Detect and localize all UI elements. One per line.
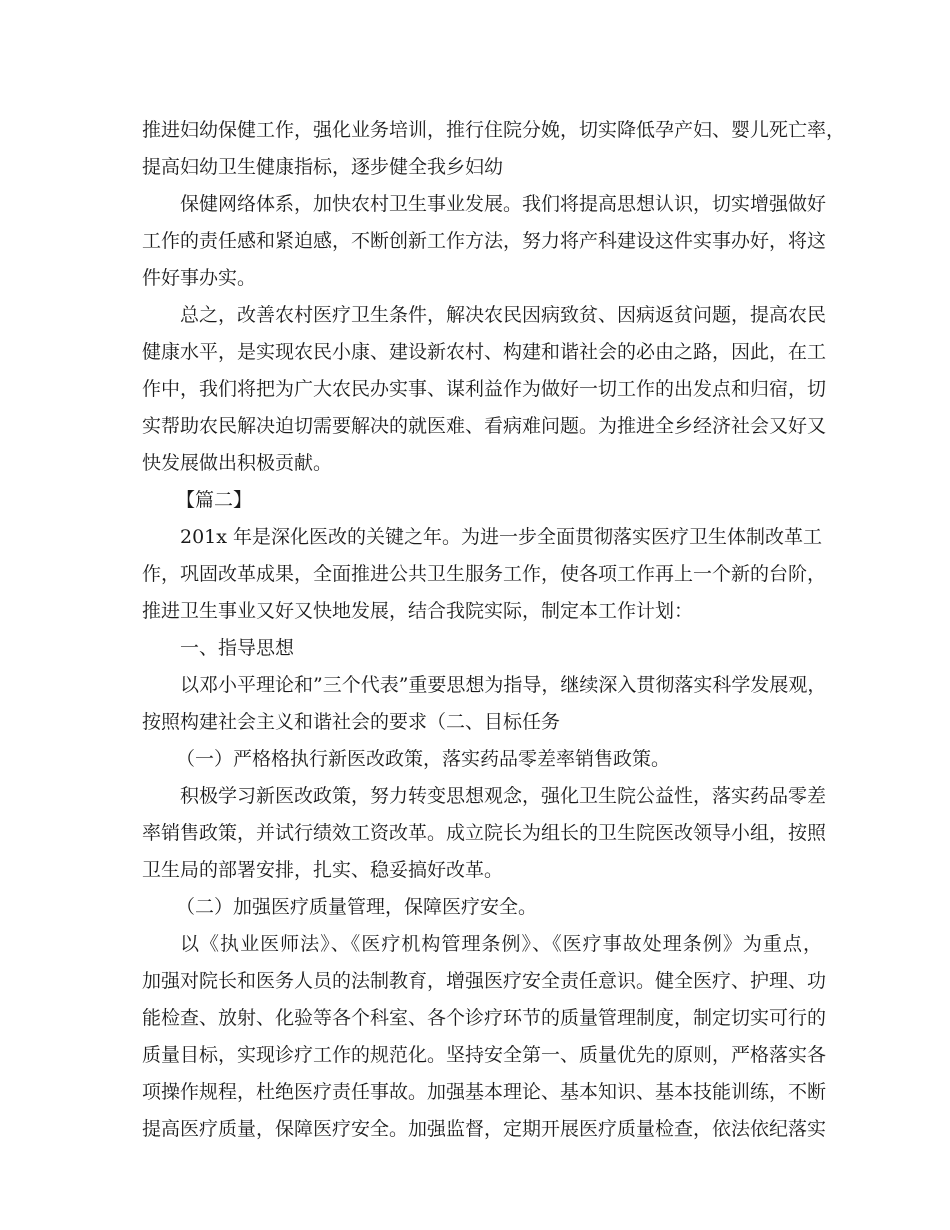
section-heading: 一、指导思想 [180,637,295,659]
text-line: 能检查、放射、化验等各个科室、各个诊疗环节的质量管理制度，制定切实可行的 [142,1007,827,1029]
text-line: 件好事办实。 [142,267,257,289]
text-line: 卫生局的部署安排，扎实、稳妥搞好改革。 [142,859,504,881]
text-line: 以邓小平理论和”三个代表”重要思想为指导，继续深入贯彻落实科学发展观， [180,674,827,696]
text-line: 工作的责任感和紧迫感，不断创新工作方法，努力将产科建设这件实事办好，将这 [142,230,827,252]
text-line: 积极学习新医改政策，努力转变思想观念，强化卫生院公益性，落实药品零差 [180,785,827,807]
text-line: 201x 年是深化医改的关键之年。为进一步全面贯彻落实医疗卫生体制改革工 [180,526,823,548]
text-line: 率销售政策，并试行绩效工资改革。成立院长为组长的卫生院医改领导小组，按照 [142,822,827,844]
text-line: 作，巩固改革成果，全面推进公共卫生服务工作，使各项工作再上一个新的台阶， [142,563,827,585]
text-line: 健康水平，是实现农民小康、建设新农村、构建和谐社会的必由之路，因此，在工 [142,341,827,363]
text-line: 提高妇幼卫生健康指标，逐步健全我乡妇幼 [142,156,504,178]
subsection-heading: （二）加强医疗质量管理，保障医疗安全。 [176,896,538,918]
text-line: 保健网络体系，加快农村卫生事业发展。我们将提高思想认识，切实增强做好 [180,193,827,215]
text-line: 推进妇幼保健工作，强化业务培训，推行住院分娩，切实降低孕产妇、婴儿死亡率， [142,119,846,141]
section-heading: 【篇二】 [176,489,253,511]
text-line: 作中，我们将把为广大农民办实事、谋利益作为做好一切工作的出发点和归宿，切 [142,378,827,400]
text-line: 快发展做出积极贡献。 [142,452,333,474]
text-line: 总之，改善农村医疗卫生条件，解决农民因病致贫、因病返贫问题，提高农民 [180,304,827,326]
subsection-heading: （一）严格格执行新医改政策，落实药品零差率销售政策。 [176,748,671,770]
text-line: 加强对院长和医务人员的法制教育，增强医疗安全责任意识。健全医疗、护理、功 [142,970,827,992]
text-line: 按照构建社会主义和谐社会的要求（二、目标任务 [142,711,561,733]
text-line: 提高医疗质量，保障医疗安全。加强监督，定期开展医疗质量检查，依法依纪落实 [142,1118,827,1140]
text-line: 推进卫生事业又好又快地发展，结合我院实际，制定本工作计划： [142,600,694,622]
text-line: 实帮助农民解决迫切需要解决的就医难、看病难问题。为推进全乡经济社会又好又 [142,415,827,437]
text-line: 质量目标，实现诊疗工作的规范化。坚持安全第一、质量优先的原则，严格落实各 [142,1044,827,1066]
text-line: 以《执业医师法》、《医疗机构管理条例》、《医疗事故处理条例》为重点， [180,933,822,955]
text-line: 项操作规程，杜绝医疗责任事故。加强基本理论、基本知识、基本技能训练，不断 [142,1081,827,1103]
